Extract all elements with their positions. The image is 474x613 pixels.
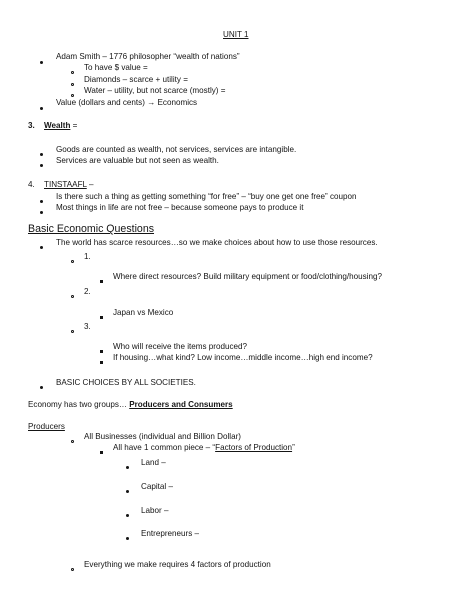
sub-bullet [71,326,74,336]
question-1-detail: Where direct resources? Build military equipment or food/clothing/housing? [113,272,383,281]
tinstaafl-pays-item: Most things in life are not free – because someone pays to produce it [56,203,304,212]
sub-bullet [71,436,74,446]
basic-questions-heading: Basic Economic Questions [28,223,155,235]
sub-bullet [71,256,74,266]
four-factors-item: Everything we make requires 4 factors of production [84,560,271,569]
bullet [40,57,43,67]
bullet [40,160,43,170]
question-2-detail: Japan vs Mexico [113,308,174,317]
factor-capital: Capital – [141,482,173,491]
square-bullet [100,447,103,457]
question-2-number: 2. [84,287,91,296]
wealth-goods-item: Goods are counted as wealth, not services, services are intangible. [56,145,297,154]
wealth-services-item: Services are valuable but not seen as wealth. [56,156,219,165]
tinstaafl-free-item: Is there such a thing as getting something “for free” – “buy one get one free” coupon [56,192,357,201]
factor-land: Land – [141,458,166,467]
all-businesses-item: All Businesses (individual and Billion Dollar) [84,432,242,441]
bullet [40,149,43,159]
question-1-number: 1. [84,252,91,261]
square-bullet [100,357,103,367]
water-item: Water – utility, but not scarce (mostly) = [84,86,226,95]
sub-bullet [71,67,74,77]
square-bullet [100,346,103,356]
factor-labor: Labor – [141,506,169,515]
section-4-number: 4. [28,180,35,189]
value-economics-item: Value (dollars and cents) → Economics [56,98,198,107]
common-piece-item: All have 1 common piece – “Factors of Production” [113,443,295,452]
square-bullet [100,276,103,286]
section-3-number: 3. [28,121,35,130]
bullet [126,486,129,496]
square-bullet [100,312,103,322]
bullet [40,196,43,206]
diamonds-item: Diamonds – scarce + utility = [84,75,188,84]
producers-heading: Producers [28,422,65,431]
adam-smith-item: Adam Smith – 1776 philosopher “wealth of nations” [56,52,240,61]
scarce-resources-item: The world has scarce resources…so we make choices about how to use those resources. [56,238,378,247]
economy-groups-line: Economy has two groups… Producers and Consumers [28,400,233,409]
question-3-detail-receive: Who will receive the items produced? [113,342,248,351]
bullet [126,462,129,472]
page-title: UNIT 1 [223,30,249,39]
sub-bullet [71,79,74,89]
question-3-number: 3. [84,322,91,331]
sub-bullet [71,564,74,574]
section-3-heading: Wealth = [44,121,78,130]
factor-entrepreneurs: Entrepreneurs – [141,529,200,538]
value-item: To have $ value = [84,63,148,72]
sub-bullet [71,291,74,301]
bullet [40,242,43,252]
basic-choices-item: BASIC CHOICES BY ALL SOCIETIES. [56,378,196,387]
bullet [40,207,43,217]
bullet [40,103,43,113]
bullet [126,533,129,543]
section-4-heading: TINSTAAFL – [44,180,94,189]
bullet [126,510,129,520]
question-3-detail-housing: If housing…what kind? Low income…middle income…high end income? [113,353,373,362]
bullet [40,382,43,392]
